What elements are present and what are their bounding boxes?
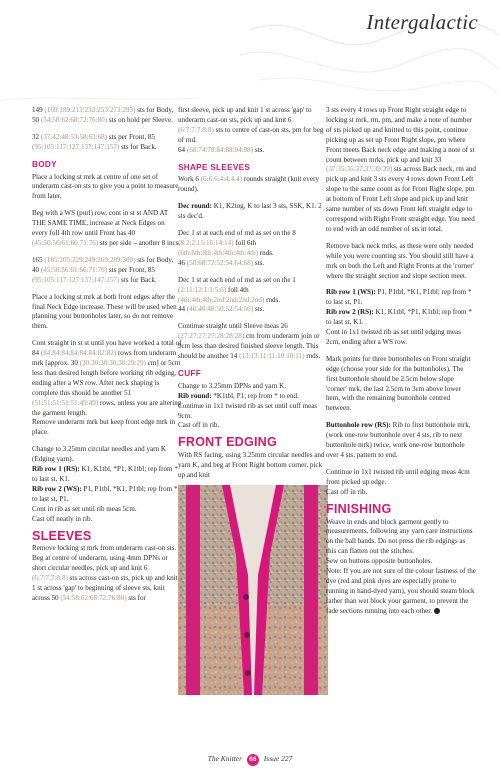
paragraph: Note: If you are not sure of the colour fastness of the dye (red and pink dyes are especially prone to running in hand-dyed yarn), you should steam block rather than wet block your garment, to prevent the fade sections running into each other. xyxy=(326,567,476,615)
instruction-dec-round: Dec round: K1, K2tog, K to last 3 sts, SSK, K1. 2 sts dec'd. xyxy=(178,202,322,221)
paragraph: Continue straight until Sleeve meas 26 (27:27:27:27:28:28:28) cm from underarm join or 9cm less than desired finished sleeve length. This should be another 14 (13:13:11:11:10:10:11) rnds. xyxy=(178,322,321,361)
paragraph: Place a locking st mrk at both front edges after the final Neck Edge increase. These will be used when planning your buttonholes later, so do not remove them. xyxy=(32,292,177,331)
issue-number: Issue 227 xyxy=(263,754,293,763)
paragraph: Remove locking st mrk from underarm cast-on sts. xyxy=(32,544,177,553)
instruction-rib-row-2: Rib row 2 (WS): P1, P1tbl, *K1, P1tbl; rep from * to last st, P1. xyxy=(32,484,178,503)
paragraph: Cast off neatly in rib. xyxy=(32,514,93,523)
paragraph: 149 (169:189:213:233:253:273:293) sts for Body, 50 (54:58:62:68:72:76:80) sts on hold per Sleeve. xyxy=(32,106,174,124)
instruction-rib-round: Rib round: *K1tbl, P1; rep from * to end. xyxy=(178,391,299,400)
column-2 xyxy=(178,106,328,695)
paragraph: Beg with a WS (purl) row, cont in st st AND AT THE SAME TIME, increase at Neck Edges on every foll 4th row until Front has 40 (45:50:56:61:66:71:76) sts per side – another 8 incs. xyxy=(32,209,181,247)
column-3 xyxy=(326,106,476,624)
paragraph: 3 sts every 4 rows up Front Right straight edge to locking st mrk, rm, pm, and make a note of number of sts picked up and knitted to this point, continue picking up as set up Front Right slope, pm where Front meets Back neck edge and making a note of st count between mrks, pick up and knit 33 (37:35:35:37:37:39:39) sts across Back neck, rm and pick up and knit 3 sts every 4 rows down Front Left slope to the same count as for Front Right slope, pm at bottom of Front Left slope and pick up and knit same number of sts down Front left straight edge to correspond with Right Front straight edge. You need to end with an odd number of sts in total. xyxy=(326,106,476,233)
instruction-buttonhole-row: Buttonhole row (RS): Rib to first buttonhole mrk, (work one-row buttonhole over 4 sts, rib to next buttonhole mrk) twice, work one-row buttonhole over 4 sts, pattern to end. xyxy=(326,421,471,459)
paragraph: Cont in 1x1 twisted rib as set until edging meas 2cm, ending after a WS row. xyxy=(326,328,461,346)
paragraph: Continue in 1x1 twisted rib until edging meas 4cm from picked up edge. xyxy=(326,467,470,486)
paragraph: 46 (50:68:72:52:54:64:68) sts. xyxy=(178,258,265,267)
paragraph: Cont in rib as set until rib meas 5cm. xyxy=(32,504,137,513)
paragraph: Continue in 1x1 twisted rib as set until cuff meas 9cm. xyxy=(178,401,318,420)
paragraph: Remove back neck mrks, as these were only needed while you were counting sts. You should still have a mrk on both the Left and Right Fronts at the 'corner' where the straight section and slope section meet. xyxy=(326,241,474,280)
paragraph: Cast off in rib. xyxy=(326,487,368,496)
paragraph: 32 (37:42:48:53:58:63:68) sts per Front, 85 (95:105:117:127:137:147:157) sts for Back. xyxy=(32,132,157,151)
paragraph: 165 (185:205:229:249:269:289:309) sts for Body, 40 (45:50:56:61:66:71:76) sts per Front, 85 (95:105:117:127:137:147:157) sts for Back. xyxy=(32,255,174,284)
paragraph: Dec 1 st at each end of rnd as set on the 8 (8:2:2:15:16:14:14) foll 6th (6th:6th:6th:4th:4th:4th:4th) rnds. xyxy=(178,229,296,257)
heading-body: BODY xyxy=(32,159,57,169)
heading-shape-sleeves: SHAPE SLEEVES xyxy=(178,162,251,172)
paragraph: Sew on buttons opposite buttonholes. xyxy=(326,557,433,566)
paragraph: first sleeve, pick up and knit 1 st across 'gap' to underarm cast-on sts, pick up and knit 6 (6:7:7:7:8:8) sts to centre of cast-on sts, pm for beg of rnd. xyxy=(178,106,324,144)
instruction-rib-row-1: Rib row 1 (RS): K1, K1tbl, *P1, K1tbl; rep from * to last st, K1. xyxy=(32,465,178,483)
paragraph: Change to 3.25mm circular needles and yarn K (Edging yarn). xyxy=(32,445,166,464)
section-title: Intergalactic xyxy=(366,10,478,34)
paragraph: Change to 3.25mm DPNs and yarn K. xyxy=(178,381,286,390)
paragraph: Cast off in rib. xyxy=(178,421,220,430)
page-number: 66 xyxy=(247,754,259,766)
column-1 xyxy=(32,106,182,611)
paragraph: 44 (46:46:48:50:52:54:56) sts. xyxy=(178,305,265,314)
paragraph: Remove underarm mrk but keep front edge mrk in place. xyxy=(32,418,176,437)
paragraph: Weave in ends and block garment gently to measurements, following any yarn care instructions on the ball bands. Do not press the rib edgings as this can flatten out the stitches. xyxy=(326,517,473,556)
magazine-name: The Knitter xyxy=(207,754,243,763)
paragraph: Cont straight in st st until you have worked a total of 84 (84:84:84:84:84:84:82:82) rows from underarm mrk [approx. 30 (30:30:30:30:30:29:29) cm] or 5cm less than desired length before working rib edging, ending after a WS row. After neck shaping is complete this should be another 51 (51:51:51:51:51:49:49) rows, unless you are altering the garment length. xyxy=(32,339,182,417)
paragraph: Dec 1 st at each end of rnd as set on the 1 (2:11:12:1:1:5:6) foll 4th (4th:4th:4th:2nd:2nd:2nd:2nd) rnds. xyxy=(178,275,296,304)
page-footer xyxy=(0,754,500,766)
heading-cuff: CUFF xyxy=(178,368,202,378)
paragraph: Place a locking st mrk at centre of one set of underarm cast-on sts to give you a point to measure from later. xyxy=(32,172,179,201)
end-mark-icon xyxy=(434,608,440,614)
cardigan-illustration xyxy=(178,485,328,695)
paragraph: With RS facing, using 3.25mm circular needles and yarn K, and beg at Front Right bottom corner, pick up and knit xyxy=(178,451,325,480)
instruction-rib-row-1: Rib row 1 (WS): P1, P1tbl, *K1, P1tbl; rep from * to last st, P1. xyxy=(326,288,472,307)
heading-sleeves: SLEEVES xyxy=(32,528,92,543)
heading-front-edging: FRONT EDGING xyxy=(178,435,277,450)
paragraph: 64 (68:74:78:84:88:94:98) sts. xyxy=(178,145,265,154)
heading-finishing: FINISHING xyxy=(326,501,392,516)
paragraph: Work 6 (6:6:6:4:4:4:4) rounds straight (knit every round). xyxy=(178,175,319,194)
paragraph: Mark points for three buttonholes on Front straight edge (choose your side for the buttonholes). The first buttonhole should be 2.5cm below slope 'corner' mrk, the last 2.5cm to 3cm above lower hem, with the remaining buttonhole centred between. xyxy=(326,354,471,413)
cardigan-photo xyxy=(178,485,328,695)
instruction-rib-row-2: Rib row 2 (RS): K1, K1tbl, *P1, K1tbl; rep from * to last st, K1. xyxy=(326,308,472,327)
paragraph: Beg at centre of underarm, using 4mm DPNs or short circular needles, pick up and knit 6 (6:7:7:7:8:8) sts across cast-on sts, pick up and knit 1 st across 'gap' to beginning of sleeve sts, knit across 50 (54:58:62:68:72:76:80) sts for xyxy=(32,554,178,602)
